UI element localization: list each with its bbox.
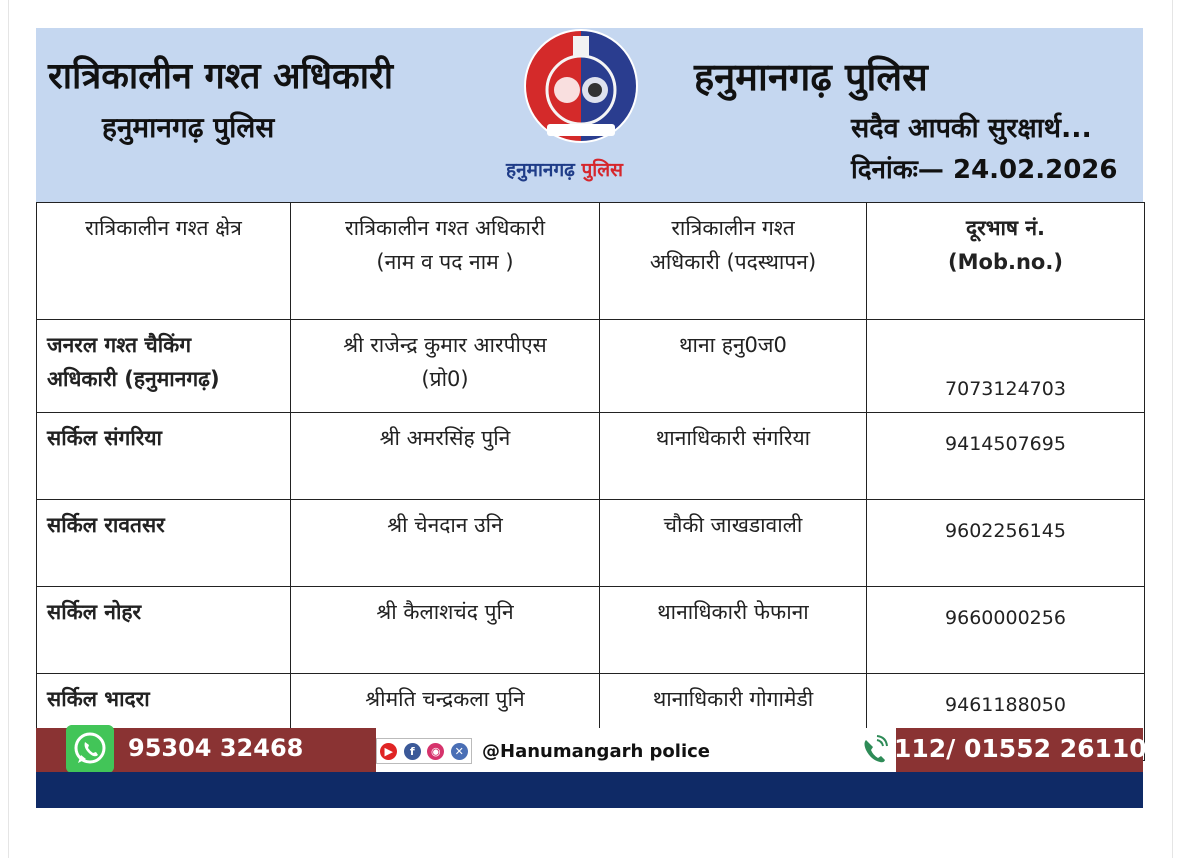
whatsapp-number: 95304 32468: [128, 734, 304, 762]
org-title: हनुमानगढ़ पुलिस: [694, 55, 928, 99]
table-row: [37, 413, 1145, 500]
row-posting: थाना हनु0ज0: [600, 320, 867, 413]
table-header-row: [37, 203, 1145, 320]
row-posting: थानाधिकारी गोगामेडी: [600, 674, 867, 761]
page-subtitle: हनुमानगढ़ पुलिस: [102, 111, 275, 144]
row-area: जनरल गश्त चैकिंग अधिकारी (हनुमानगढ़): [37, 320, 291, 413]
logo-caption: [506, 156, 623, 182]
row-mobile: 9461188050: [867, 674, 1145, 761]
row-area: सर्किल रावतसर: [37, 500, 291, 587]
youtube-icon[interactable]: ▶: [380, 743, 397, 760]
row-mobile: 7073124703: [867, 320, 1145, 413]
whatsapp-icon[interactable]: [66, 725, 114, 773]
row-officer: श्री कैलाशचंद पुनि: [291, 587, 600, 674]
row-posting: चौकी जाखडावाली: [600, 500, 867, 587]
header-mobile: दूरभाष नं. (Mob.no.): [867, 203, 1145, 320]
date-line: [851, 150, 1117, 186]
logo-caption-part2: पुलिस: [581, 159, 623, 181]
table-row: [37, 320, 1145, 413]
row-mobile: 9602256145: [867, 500, 1145, 587]
row-officer: श्री चेनदान उनि: [291, 500, 600, 587]
row-posting: थानाधिकारी संगरिया: [600, 413, 867, 500]
row-area: सर्किल संगरिया: [37, 413, 291, 500]
phone-icon[interactable]: [860, 734, 890, 766]
date-label: दिनांकः—: [851, 155, 944, 185]
social-icons: [376, 738, 472, 764]
table-row: [37, 500, 1145, 587]
police-emblem: [523, 28, 639, 144]
header-posting: रात्रिकालीन गश्त अधिकारी (पदस्थापन): [600, 203, 867, 320]
social-handle[interactable]: @Hanumangarh police: [482, 741, 711, 762]
instagram-icon[interactable]: ◉: [427, 743, 444, 760]
row-posting: थानाधिकारी फेफाना: [600, 587, 867, 674]
logo-caption-part1: हनुमानगढ़: [506, 159, 575, 181]
page-title: रात्रिकालीन गश्त अधिकारी: [48, 56, 394, 97]
row-mobile: 9414507695: [867, 413, 1145, 500]
header-banner: [36, 28, 1143, 202]
header-area: रात्रिकालीन गश्त क्षेत्र: [37, 203, 291, 320]
row-mobile: 9660000256: [867, 587, 1145, 674]
tagline: सदैव आपकी सुरक्षार्थ...: [851, 113, 1092, 144]
row-area: सर्किल नोहर: [37, 587, 291, 674]
contact-footer: [36, 728, 1165, 772]
facebook-icon[interactable]: f: [404, 743, 421, 760]
row-officer: श्री राजेन्द्र कुमार आरपीएस (प्रो0): [291, 320, 600, 413]
row-area: सर्किल भादरा: [37, 674, 291, 761]
row-officer: श्री अमरसिंह पुनि: [291, 413, 600, 500]
x-icon[interactable]: ✕: [451, 743, 468, 760]
date-value: 24.02.2026: [953, 155, 1118, 185]
table-row: [37, 587, 1145, 674]
helpline-number: 112/ 01552 261105: [894, 734, 1165, 763]
bottom-bar: [36, 772, 1143, 808]
header-officer: रात्रिकालीन गश्त अधिकारी (नाम व पद नाम ): [291, 203, 600, 320]
row-officer: श्रीमति चन्द्रकला पुनि: [291, 674, 600, 761]
patrol-roster-table: [36, 202, 1145, 761]
